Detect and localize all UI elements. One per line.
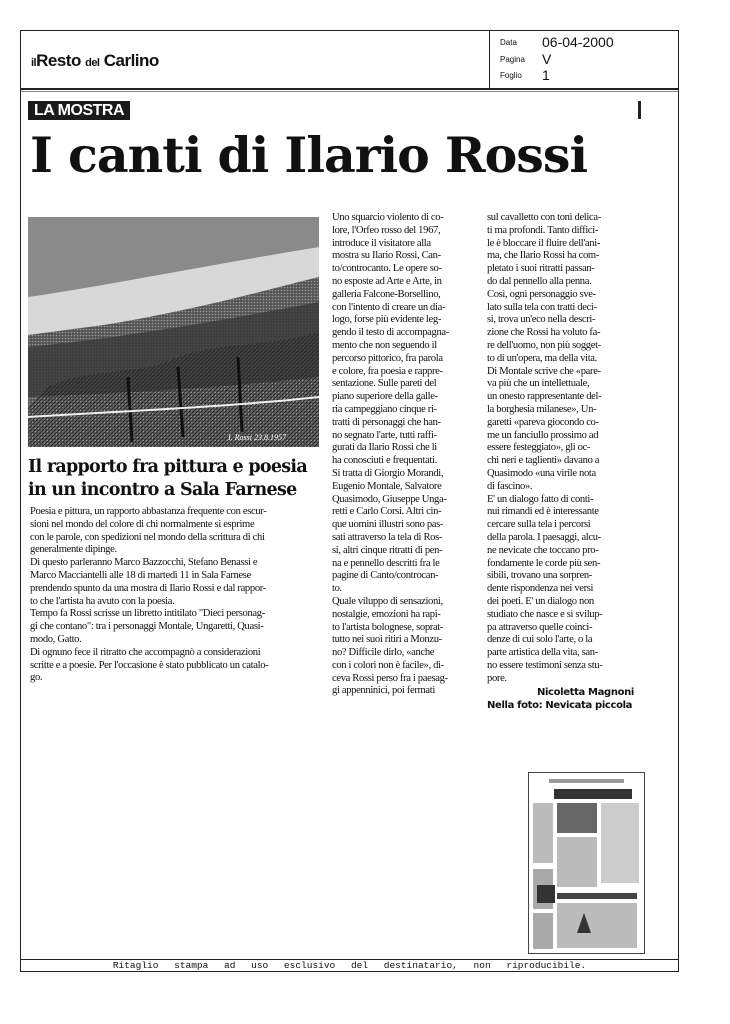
text-line: tutto nei suoi ritiri a Monzu-: [332, 634, 442, 646]
text-line: studiato che nasce e si svilup-: [487, 608, 603, 620]
text-line: Quale viluppo di sensazioni,: [332, 595, 443, 607]
text-line: Di Montale scrive che «pare-: [487, 365, 601, 377]
text-line: galleria Falcone-Borsellino,: [332, 288, 441, 300]
text-line: re dell'uomo, non più sogget-: [487, 339, 601, 351]
text-line: Poesia e pittura, un rapporto abbastanza frequente con escur-: [30, 506, 267, 517]
text-line: Eugenio Montale, Salvatore: [332, 480, 442, 492]
subhead-line-1: Il rapporto fra pittura e poesia: [28, 457, 308, 477]
page-label: Pagina: [500, 55, 525, 64]
text-line: parte artistica della vita, san-: [487, 647, 598, 659]
text-line: pletato i suoi ritratti passan-: [487, 263, 595, 275]
text-line: sentazione. Sulle pareti del: [332, 378, 437, 390]
text-line: no esposte ad Arte e Arte, in: [332, 275, 442, 287]
text-line: prendendo spunto da una mostra di Ilario Rossi e dal rappor-: [30, 582, 266, 594]
text-line: to.: [332, 583, 342, 595]
text-line: nui rimandi ed è interessante: [487, 506, 599, 518]
text-line: gi che contano": tra i personaggi Montale, Ungaretti, Quasi-: [30, 621, 264, 633]
date-label: Data: [500, 38, 517, 47]
date-value: 06-04-2000: [542, 34, 614, 50]
text-line: modo, Gatto.: [30, 633, 82, 645]
text-line: dei poeti. E' un dialogo non: [487, 595, 594, 607]
text-line: di fascino».: [487, 480, 533, 492]
text-line: zione che Rossi ha voluto fa-: [487, 327, 601, 339]
text-line: gi appenninici, poi fermati: [332, 685, 435, 697]
sheet-value: 1: [542, 67, 550, 83]
text-line: Quasimodo «una virile nota: [487, 467, 596, 479]
page-thumbnail: [528, 772, 645, 954]
snowy-landscape-painting: [28, 217, 319, 447]
text-line: le è bloccare il fluire dell'ani-: [487, 237, 601, 249]
text-line: Si tratta di Giorgio Morandi,: [332, 467, 444, 479]
text-line: scritte e a poesie. Per l'occasione è stato pubblicato un catalo-: [30, 659, 269, 671]
text-line: Marco Macciantelli alle 18 di martedì 11 in Sala Farnese: [30, 569, 251, 581]
text-line: chi neri e taglienti» davano a: [487, 455, 600, 467]
text-line: la borghesia milanese», Un-: [487, 403, 597, 415]
clipping-header: [21, 31, 678, 90]
text-line: denze di cui solo l'arte, o la: [487, 634, 593, 646]
sidebar-text-column: [30, 506, 325, 685]
text-line: retti e Carlo Corsi. Altri cin-: [332, 506, 442, 518]
text-line: introduce il visitatore alla: [332, 237, 431, 249]
text-line: pore.: [487, 672, 507, 684]
text-line: tratti di personaggi che han-: [332, 416, 441, 428]
text-line: ti ma profondi. Tanto diffici-: [487, 224, 599, 236]
text-line: ceva Rossi perso fra i paesag-: [332, 672, 448, 684]
masthead-del: del: [85, 57, 100, 69]
text-line: Di ognuno fece il ritratto che accompagnò a considerazioni: [30, 646, 261, 658]
text-line: do dal pennello alla penna.: [487, 275, 592, 287]
text-line: gendo il testo di accompagna-: [332, 327, 449, 339]
text-line: piano superiore della galle-: [332, 391, 438, 403]
article-subhead: [28, 456, 328, 502]
text-line: no? Difficile dirlo, «anche: [332, 647, 435, 659]
section-kicker: LA MOSTRA: [28, 101, 130, 120]
text-line: pa attraverso quelle coinci-: [487, 621, 593, 633]
body-column-1: [332, 212, 484, 698]
text-line: con l'intento di creare un dia-: [332, 301, 446, 313]
text-line: ha conosciuti e frequentati.: [332, 455, 437, 467]
text-line: mento che non seguendo il: [332, 339, 437, 351]
text-line: sul cavalletto con toni delica-: [487, 212, 601, 223]
text-line: na e pennello descritti fra le: [332, 557, 440, 569]
text-line: con i colori non è facile», di-: [332, 659, 444, 671]
text-line: ne nevicate che toccano pro-: [487, 544, 599, 556]
text-line: to di un'opera, ma della vita.: [487, 352, 597, 364]
text-line: sati attraverso la tela di Ros-: [332, 531, 443, 543]
text-line: go.: [30, 672, 43, 684]
text-line: Quasimodo, Giuseppe Unga-: [332, 493, 447, 505]
text-line: Tempo fa Rossi scrisse un libretto intitilato "Dieci personag-: [30, 608, 265, 620]
text-line: to che l'artista ha avuto con la poesia.: [30, 595, 175, 607]
text-line: lore, l'Orfeo rosso del 1967,: [332, 224, 441, 236]
text-line: garetti «pareva giocondo co-: [487, 416, 599, 428]
article-photo: [28, 217, 319, 447]
text-line: dente rispondenza nei versi: [487, 583, 594, 595]
clipping-sheet: [20, 30, 679, 972]
subhead-line-2: in un incontro a Sala Farnese: [28, 480, 297, 500]
photo-caption: Nella foto: Nevicata piccola: [487, 700, 633, 712]
text-line: mostra su Ilario Rossi, Can-: [332, 250, 441, 262]
text-line: nostalgie, emozioni ha rapi-: [332, 608, 441, 620]
text-line: Uno squarcio violento di co-: [332, 212, 444, 223]
text-line: Di questo parleranno Marco Bazzocchi, Stefano Benassi e: [30, 557, 258, 569]
masthead-carlino: Carlino: [103, 51, 159, 70]
text-line: E' un dialogo fatto di conti-: [487, 493, 594, 505]
painting-signature: I. Rossi 23.8.1957: [228, 433, 286, 442]
page-value: V: [542, 51, 552, 67]
text-line: un onesto rappresentante del-: [487, 391, 602, 403]
text-line: ma, che Ilario Rossi ha com-: [487, 250, 599, 262]
text-line: si, altri cinque ritratti di pen-: [332, 544, 443, 556]
text-line: ria campeggiano cinque ri-: [332, 403, 437, 415]
text-line: percorso pittorico, fra parola: [332, 352, 443, 364]
article-author: Nicoletta Magnoni: [536, 687, 634, 699]
text-line: me un fanciullo prossimo ad: [487, 429, 599, 441]
column-marker: [638, 101, 641, 119]
text-line: essere festeggiato», gli oc-: [487, 442, 591, 454]
text-line: Così, ogni personaggio sve-: [487, 288, 596, 300]
text-line: sioni nel mondo del colore di chi normalmente si esprime: [30, 518, 255, 530]
sheet-label: Foglio: [500, 71, 522, 80]
masthead-resto: Resto: [36, 51, 81, 70]
text-line: cercare sulla tela i percorsi: [487, 519, 591, 531]
clipping-footer: Ritaglio stampa ad uso esclusivo del destinatario, non riproducibile.: [21, 959, 678, 972]
text-line: con le parole, con spedizioni nel mondo della scrittura di chi: [30, 531, 265, 543]
text-line: gurati da Ilario Rossi che li: [332, 442, 437, 454]
text-line: logo, forse più evidente leg-: [332, 314, 441, 326]
article-headline: I canti di Ilario Rossi: [30, 126, 588, 184]
text-line: generalmente dipinge.: [30, 544, 117, 556]
text-line: fondamente le corde più sen-: [487, 557, 601, 569]
clipping-meta-box: [489, 31, 679, 88]
text-line: no essere testimoni senza stu-: [487, 659, 603, 671]
text-line: si, trova un'eco nella descri-: [487, 314, 596, 326]
text-line: to l'artista bolognese, soprat-: [332, 621, 444, 633]
text-line: no segnato l'arte, tutti raffi-: [332, 429, 437, 441]
header-rule: [21, 91, 678, 92]
text-line: que uomini illustri sono pas-: [332, 519, 444, 531]
body-column-2: [487, 212, 634, 713]
text-line: va più che un intellettuale,: [487, 378, 590, 390]
newspaper-page-thumbnail-graphic: [529, 773, 644, 953]
text-line: e colore, fra poesia e rappre-: [332, 365, 443, 377]
newspaper-masthead: [31, 51, 159, 71]
text-line: to/controcanto. Le opere so-: [332, 263, 442, 275]
text-line: della parola. I paesaggi, alcu-: [487, 531, 601, 543]
text-line: lato sulla tela con tratti deci-: [487, 301, 597, 313]
text-line: pagine di Canto/controcan-: [332, 570, 439, 582]
text-line: sibili, trovano una sorpren-: [487, 570, 592, 582]
masthead-prefix: il: [31, 57, 37, 69]
